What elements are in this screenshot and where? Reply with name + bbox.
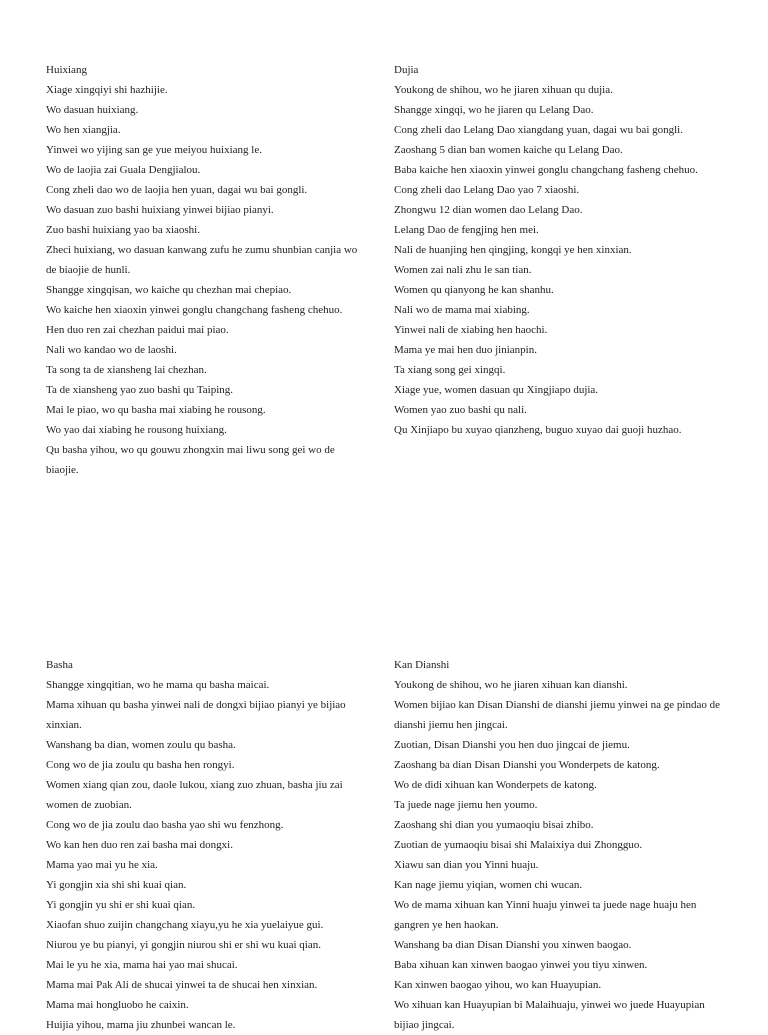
line-list <box>394 675 724 1035</box>
text-line: Yinwei nali de xiabing hen haochi. <box>394 324 548 336</box>
line-list <box>46 80 370 480</box>
text-line: Ta song ta de xiansheng lai chezhan. <box>46 364 207 376</box>
text-line: Ta de xiansheng yao zuo bashi qu Taiping. <box>46 384 234 396</box>
text-line: Zuotian de yumaoqiu bisai shi Malaixiya dui Zhongguo. <box>394 839 643 851</box>
text-line: Youkong de shihou, wo he jiaren xihuan qu dujia. <box>394 84 613 96</box>
text-line: Xiage xingqiyi shi hazhijie. <box>46 84 168 96</box>
text-line: Women zai nali zhu le san tian. <box>394 264 532 276</box>
text-line: Niurou ye bu pianyi, yi gongjin niurou shi er shi wu kuai qian. <box>46 939 321 951</box>
text-line: Cong zheli dao Lelang Dao xiangdang yuan, dagai wu bai gongli. <box>394 124 683 136</box>
text-line: Shangge xingqitian, wo he mama qu basha maicai. <box>46 679 270 691</box>
text-line: Mai le yu he xia, mama hai yao mai shucai. <box>46 959 238 971</box>
text-line: Ta xiang song gei xingqi. <box>394 364 506 376</box>
text-line: Kan nage jiemu yiqian, women chi wucan. <box>394 879 583 891</box>
section-title: Huixiang <box>46 64 87 76</box>
text-line: Yi gongjin xia shi shi kuai qian. <box>46 879 187 891</box>
text-line: Wo yao dai xiabing he rousong huixiang. <box>46 424 227 436</box>
text-line: Cong zheli dao wo de laojia hen yuan, dagai wu bai gongli. <box>46 184 308 196</box>
section-basha <box>46 655 374 1035</box>
text-line: Qu Xinjiapo bu xuyao qianzheng, buguo xuyao dai guoji huzhao. <box>394 424 682 436</box>
text-line: Nali de huanjing hen qingjing, kongqi ye hen xinxian. <box>394 244 632 256</box>
text-line: Youkong de shihou, wo he jiaren xihuan kan dianshi. <box>394 679 628 691</box>
text-line: Wo dasuan zuo bashi huixiang yinwei bijiao pianyi. <box>46 204 274 216</box>
text-line: Baba xihuan kan xinwen baogao yinwei you tiyu xinwen. <box>394 959 648 971</box>
text-line: Wanshang ba dian Disan Dianshi you xinwen baogao. <box>394 939 632 951</box>
text-line: Wo de didi xihuan kan Wonderpets de katong. <box>394 779 597 791</box>
line-list <box>394 80 736 440</box>
text-line: Mama mai Pak Ali de shucai yinwei ta de shucai hen xinxian. <box>46 979 318 991</box>
section-huixiang <box>46 60 370 480</box>
section-title: Basha <box>46 659 73 671</box>
text-line: Mama mai hongluobo he caixin. <box>46 999 189 1011</box>
text-line: Zhongwu 12 dian women dao Lelang Dao. <box>394 204 583 216</box>
text-line: Cong wo de jia zoulu qu basha hen rongyi. <box>46 759 235 771</box>
text-line: Xiage yue, women dasuan qu Xingjiapo dujia. <box>394 384 599 396</box>
text-line: Wanshang ba dian, women zoulu qu basha. <box>46 739 236 751</box>
text-line: Zaoshang 5 dian ban women kaiche qu Lelang Dao. <box>394 144 623 156</box>
text-line: Wo de laojia zai Guala Dengjialou. <box>46 164 201 176</box>
text-line: Wo dasuan huixiang. <box>46 104 139 116</box>
text-line: Yinwei wo yijing san ge yue meiyou huixiang le. <box>46 144 262 156</box>
text-line: Zuo bashi huixiang yao ba xiaoshi. <box>46 224 200 236</box>
text-line: Cong wo de jia zoulu dao basha yao shi wu fenzhong. <box>46 819 284 831</box>
text-line: Zheci huixiang, wo dasuan kanwang zufu he zumu shunbian canjia wo de biaojie de hunli. <box>46 244 358 276</box>
text-line: Wo xihuan kan Huayupian bi Malaihuaju, yinwei wo juede Huayupian bijiao jingcai. <box>394 999 705 1031</box>
text-line: Cong zheli dao Lelang Dao yao 7 xiaoshi. <box>394 184 580 196</box>
text-line: Ta juede nage jiemu hen youmo. <box>394 799 538 811</box>
text-line: Shangge xingqisan, wo kaiche qu chezhan mai chepiao. <box>46 284 292 296</box>
text-line: Wo de mama xihuan kan Yinni huaju yinwei ta juede nage huaju hen gangren ye hen haokan. <box>394 899 697 931</box>
section-title: Dujia <box>394 64 419 76</box>
text-line: Xiaofan shuo zuijin changchang xiayu,yu he xia yuelaiyue gui. <box>46 919 324 931</box>
text-line: Mama ye mai hen duo jinianpin. <box>394 344 537 356</box>
text-line: Yi gongjin yu shi er shi kuai qian. <box>46 899 196 911</box>
text-line: Wo kan hen duo ren zai basha mai dongxi. <box>46 839 233 851</box>
text-line: Zuotian, Disan Dianshi you hen duo jingcai de jiemu. <box>394 739 630 751</box>
text-line: Wo hen xiangjia. <box>46 124 121 136</box>
section-kan-dianshi <box>394 655 724 1035</box>
text-line: Mama xihuan qu basha yinwei nali de dongxi bijiao pianyi ye bijiao xinxian. <box>46 699 346 731</box>
text-line: Zaoshang ba dian Disan Dianshi you Wonderpets de katong. <box>394 759 660 771</box>
text-line: Xiawu san dian you Yinni huaju. <box>394 859 539 871</box>
text-line: Nali wo kandao wo de laoshi. <box>46 344 177 356</box>
text-line: Huijia yihou, mama jiu zhunbei wancan le. <box>46 1019 236 1031</box>
section-title: Kan Dianshi <box>394 659 450 671</box>
text-line: Mama yao mai yu he xia. <box>46 859 158 871</box>
text-line: Shangge xingqi, wo he jiaren qu Lelang Dao. <box>394 104 594 116</box>
section-dujia <box>394 60 736 440</box>
text-line: Women xiang qian zou, daole lukou, xiang zuo zhuan, basha jiu zai women de zuobian. <box>46 779 343 811</box>
text-line: Women yao zuo bashi qu nali. <box>394 404 527 416</box>
text-line: Women qu qianyong he kan shanhu. <box>394 284 554 296</box>
text-line: Kan xinwen baogao yihou, wo kan Huayupian. <box>394 979 602 991</box>
text-line: Mai le piao, wo qu basha mai xiabing he rousong. <box>46 404 266 416</box>
text-line: Nali wo de mama mai xiabing. <box>394 304 530 316</box>
text-line: Qu basha yihou, wo qu gouwu zhongxin mai liwu song gei wo de biaojie. <box>46 444 335 476</box>
text-line: Wo kaiche hen xiaoxin yinwei gonglu changchang fasheng chehuo. <box>46 304 343 316</box>
text-line: Women bijiao kan Disan Dianshi de dianshi jiemu yinwei na ge pindao de dianshi jiemu hen jingcai. <box>394 699 720 731</box>
text-line: Baba kaiche hen xiaoxin yinwei gonglu changchang fasheng chehuo. <box>394 164 698 176</box>
text-line: Hen duo ren zai chezhan paidui mai piao. <box>46 324 229 336</box>
text-line: Lelang Dao de fengjing hen mei. <box>394 224 539 236</box>
line-list <box>46 675 374 1035</box>
text-line: Zaoshang shi dian you yumaoqiu bisai zhibo. <box>394 819 594 831</box>
